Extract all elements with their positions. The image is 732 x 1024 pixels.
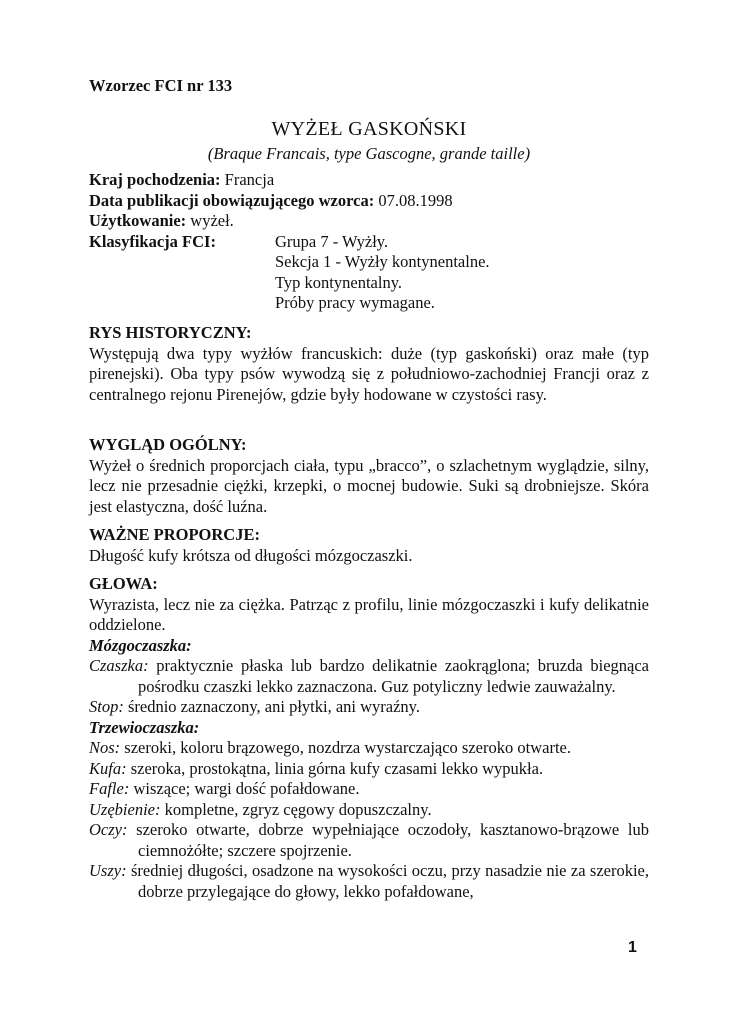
classification-label: Klasyfikacja FCI: (89, 231, 216, 251)
history-text: Występują dwa typy wyżłów francuskich: duże (typ gaskoński) oraz małe (typ pirenejski). Oba typy psów wywodzą się z południowo-zachodniej Francji oraz z centralnego rejonu Pirenejów, gdzie były hodowane w czystości rasy. (89, 343, 649, 404)
cranial-heading: Mózgoczaszka: (89, 635, 192, 655)
ears-item (89, 861, 649, 902)
classification-line: Typ kontynentalny. (275, 272, 403, 292)
facial-heading: Trzewioczaszka: (89, 717, 200, 737)
nose-label: Nos: (89, 738, 121, 757)
general-heading: WYGLĄD OGÓLNY: (89, 435, 247, 454)
muzzle-label: Kufa: (89, 758, 127, 778)
nose-text: szeroki, koloru brązowego, nozdrza wystarczająco szeroko otwarte. (124, 738, 571, 757)
muzzle-text: szeroka, prostokątna, linia górna kufy czasami lekko wypukła. (130, 758, 544, 778)
teeth-item (89, 800, 649, 821)
skull-text: praktycznie płaska lub bardzo delikatnie zaokrąglona; bruzda biegnąca pośrodku czaszki lekko zaznaczona. Guz potyliczny ledwie zauważalny. (138, 656, 650, 696)
document-title: WYŻEŁ GASKOŃSKI (271, 118, 467, 140)
eyes-item (89, 820, 649, 861)
general-section (89, 435, 649, 517)
lips-text: wiszące; wargi dość pofałdowane. (133, 779, 360, 798)
head-section (89, 574, 649, 902)
publication-label: Data publikacji obowiązującego wzorca: (89, 190, 375, 210)
teeth-label: Uzębienie: (89, 799, 161, 819)
ears-text: średniej długości, osadzone na wysokości oczu, przy nasadzie nie za szerokie, dobrze przylegające do głowy, lekko pofałdowane, (130, 861, 649, 901)
muzzle-item (89, 759, 649, 780)
lips-item (89, 779, 649, 800)
teeth-text: kompletne, zgryz cęgowy dopuszczalny. (164, 799, 432, 819)
metadata-block (89, 170, 649, 314)
usage-value: wyżeł. (190, 211, 234, 230)
eyes-text: szeroko otwarte, dobrze wypełniające oczodoły, kasztanowo-brązowe lub ciemnożółte; szczere spojrzenie. (136, 820, 649, 860)
classification-row (89, 232, 649, 314)
usage-label: Użytkowanie: (89, 211, 187, 230)
skull-item (89, 656, 649, 697)
general-text: Wyżeł o średnich proporcjach ciała, typu „bracco”, o szlachetnym wyglądzie, silny, lecz nie przesadnie ciężki, krzepki, o mocnej budowie. Suki są drobniejsze. Skóra jest elastyczna, dość luźna. (89, 455, 649, 516)
publication-row (89, 191, 649, 212)
proportions-text: Długość kufy krótsza od długości mózgoczaszki. (89, 545, 413, 565)
origin-label: Kraj pochodzenia: (89, 170, 221, 189)
stop-item (89, 697, 649, 718)
usage-row (89, 211, 649, 232)
proportions-heading: WAŻNE PROPORCJE: (89, 525, 260, 544)
classification-line: Sekcja 1 - Wyżły kontynentalne. (275, 252, 490, 271)
stop-label: Stop: (89, 697, 124, 716)
classification-line: Grupa 7 - Wyżły. (275, 231, 389, 251)
nose-item (89, 738, 649, 759)
classification-values (275, 232, 490, 314)
stop-text: średnio zaznaczony, ani płytki, ani wyraźny. (127, 697, 420, 716)
page-number: 1 (628, 939, 637, 956)
eyes-label: Oczy: (89, 820, 128, 839)
head-heading: GŁOWA: (89, 574, 158, 593)
origin-row (89, 170, 649, 191)
history-heading: RYS HISTORYCZNY: (89, 323, 252, 342)
history-section (89, 323, 649, 405)
ears-label: Uszy: (89, 861, 127, 880)
standard-number: Wzorzec FCI nr 133 (89, 76, 233, 95)
skull-label: Czaszka: (89, 656, 149, 675)
publication-value: 07.08.1998 (378, 190, 453, 210)
head-text: Wyrazista, lecz nie za ciężka. Patrząc z profilu, linie mózgoczaszki i kufy delikatnie oddzielone. (89, 594, 649, 634)
origin-value: Francja (224, 170, 275, 189)
proportions-section (89, 525, 649, 566)
classification-line: Próby pracy wymagane. (275, 293, 435, 312)
lips-label: Fafle: (89, 779, 130, 798)
document-subtitle: (Braque Francais, type Gascogne, grande taille) (207, 144, 531, 163)
